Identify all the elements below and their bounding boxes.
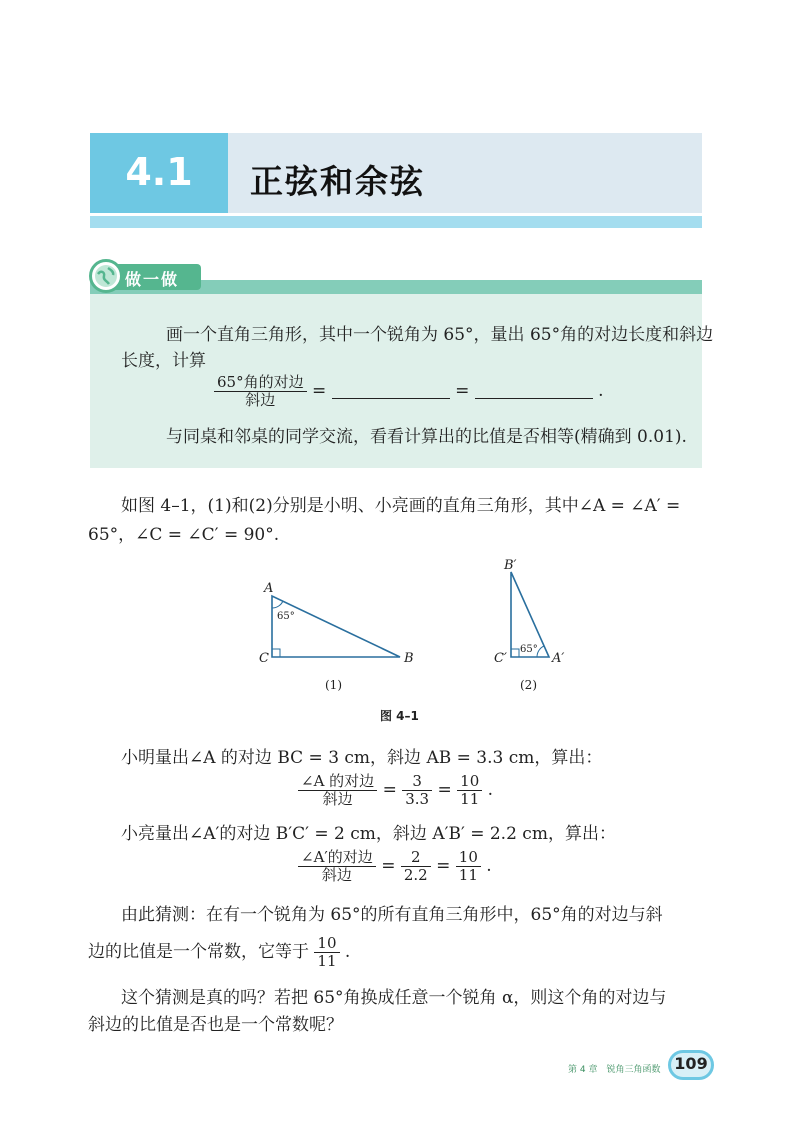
calc2-text: 小亮量出∠A′的对边 B′C′ = 2 cm，斜边 A′B′ = 2.2 cm，算出： bbox=[121, 824, 616, 844]
tri2-vertex-c: C′ bbox=[494, 651, 507, 666]
guess-line2-wrap bbox=[88, 935, 350, 970]
calc1-formula bbox=[298, 773, 493, 808]
globe-icon bbox=[89, 259, 123, 293]
triangle-2 bbox=[494, 558, 564, 692]
period: . bbox=[344, 942, 351, 962]
calc1-fraction-3 bbox=[457, 773, 482, 808]
equals-sign: = bbox=[436, 856, 451, 876]
fraction-denominator: 3.3 bbox=[405, 790, 430, 808]
equals-sign: = bbox=[312, 381, 327, 401]
tri1-vertex-c: C bbox=[259, 651, 269, 666]
guess-fraction bbox=[314, 935, 339, 970]
fraction-denominator: 斜边 bbox=[321, 866, 352, 884]
section-header-underline bbox=[90, 216, 702, 228]
activity-line1: 画一个直角三角形，其中一个锐角为 65°，量出 65°角的对边长度和斜边 bbox=[166, 325, 714, 345]
period: . bbox=[486, 856, 492, 876]
tri2-caption: (2) bbox=[520, 678, 537, 692]
fraction-numerator: ∠A′的对边 bbox=[298, 849, 376, 867]
calc2-formula bbox=[298, 849, 492, 884]
equals-sign: = bbox=[381, 856, 396, 876]
activity-formula bbox=[214, 374, 604, 409]
activity-fraction-denominator: 斜边 bbox=[245, 391, 276, 409]
equals-sign: = bbox=[455, 381, 470, 401]
tri1-vertex-b: B bbox=[404, 651, 414, 666]
figure-caption: 图 4–1 bbox=[380, 709, 419, 723]
guess-line2: 边的比值是一个常数，它等于 bbox=[88, 942, 309, 962]
equals-sign: = bbox=[382, 780, 397, 800]
triangle-1 bbox=[259, 581, 414, 692]
question-line1: 这个猜测是真的吗？若把 65°角换成任意一个锐角 α，则这个角的对边与 bbox=[121, 988, 667, 1008]
answer-blank bbox=[475, 384, 593, 399]
activity-line2: 长度，计算 bbox=[121, 351, 206, 371]
answer-blank bbox=[332, 384, 450, 399]
tri2-vertex-b: B′ bbox=[504, 558, 517, 573]
fraction-denominator: 11 bbox=[317, 952, 337, 970]
section-title: 正弦和余弦 bbox=[250, 162, 425, 201]
fraction-numerator: 10 bbox=[314, 935, 339, 953]
intro-line1: 如图 4–1，(1)和(2)分别是小明、小亮画的直角三角形，其中∠A = ∠A′ = bbox=[121, 496, 681, 516]
fraction-numerator: ∠A 的对边 bbox=[298, 773, 377, 791]
activity-fraction-numerator: 65°角的对边 bbox=[214, 374, 307, 392]
equals-sign: = bbox=[437, 780, 452, 800]
fraction-denominator: 11 bbox=[460, 790, 480, 808]
chapter-footer: 第 4 章 锐角三角函数 bbox=[568, 1065, 661, 1075]
period: . bbox=[598, 381, 604, 401]
calc2-fraction-1 bbox=[298, 849, 376, 884]
figure-triangles bbox=[250, 550, 570, 700]
fraction-denominator: 2.2 bbox=[403, 866, 428, 884]
page-number: 109 bbox=[674, 1054, 708, 1073]
fraction-numerator: 10 bbox=[457, 773, 482, 791]
tri2-angle-label: 65° bbox=[520, 644, 538, 655]
tri1-vertex-a: A bbox=[264, 581, 274, 596]
tri2-vertex-a: A′ bbox=[552, 651, 565, 666]
tri1-angle-label: 65° bbox=[277, 611, 295, 622]
activity-fraction bbox=[214, 374, 307, 409]
fraction-numerator: 10 bbox=[456, 849, 481, 867]
calc1-text: 小明量出∠A 的对边 BC = 3 cm，斜边 AB = 3.3 cm，算出： bbox=[121, 748, 603, 768]
tri1-caption: (1) bbox=[325, 678, 342, 692]
calc2-fraction-3 bbox=[456, 849, 481, 884]
activity-line3: 与同桌和邻桌的同学交流，看看计算出的比值是否相等(精确到 0.01). bbox=[166, 427, 687, 447]
section-number: 4.1 bbox=[125, 150, 193, 194]
period: . bbox=[487, 780, 494, 800]
guess-line1: 由此猜测：在有一个锐角为 65°的所有直角三角形中，65°角的对边与斜 bbox=[121, 905, 663, 925]
activity-label: 做一做 bbox=[125, 270, 180, 289]
question-line2: 斜边的比值是否也是一个常数呢？ bbox=[88, 1015, 343, 1035]
calc1-fraction-1 bbox=[298, 773, 377, 808]
calc1-fraction-2 bbox=[402, 773, 432, 808]
intro-line2: 65°，∠C = ∠C′ = 90°. bbox=[88, 525, 280, 545]
fraction-denominator: 斜边 bbox=[322, 790, 353, 808]
fraction-numerator: 3 bbox=[402, 773, 432, 791]
fraction-numerator: 2 bbox=[401, 849, 431, 867]
fraction-denominator: 11 bbox=[458, 866, 478, 884]
calc2-fraction-2 bbox=[401, 849, 431, 884]
